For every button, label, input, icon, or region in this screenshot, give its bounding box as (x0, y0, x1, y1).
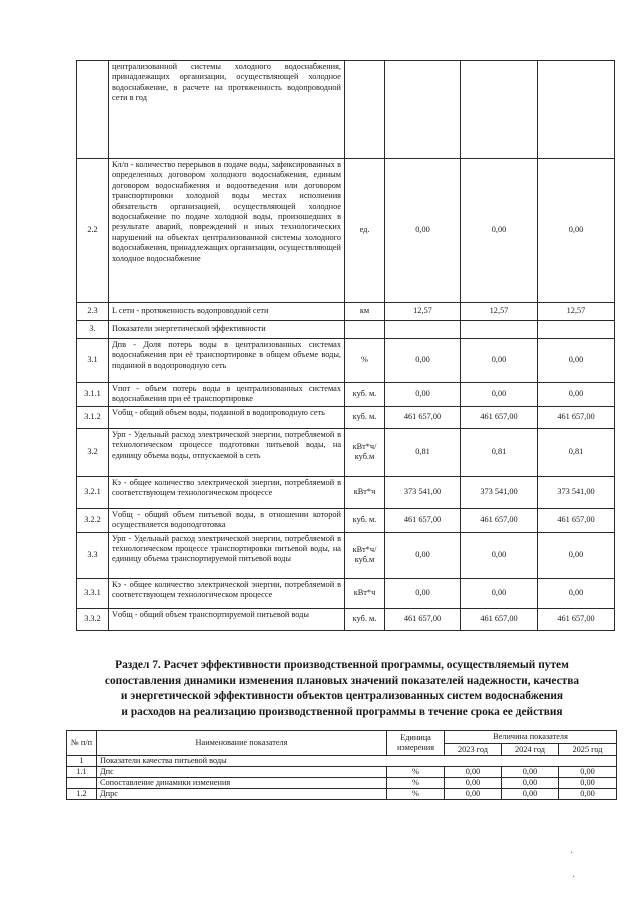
col-header-values: Величина показателя (445, 731, 617, 744)
value-2024: 0,00 (502, 767, 559, 778)
row-unit: кВт*ч (345, 476, 385, 508)
row-unit: км (345, 303, 385, 321)
row-unit: куб. м. (345, 406, 385, 428)
row-unit: кВт*ч/куб.м (345, 428, 385, 476)
row-unit: куб. м. (345, 383, 385, 407)
row-number: 3.1.1 (77, 383, 109, 407)
table-row (77, 428, 615, 476)
table-row (77, 61, 615, 159)
table-row (77, 508, 615, 532)
table-row (67, 756, 617, 767)
scan-mark: · (572, 872, 576, 883)
table-row (77, 476, 615, 508)
row-number: 3.3.2 (77, 608, 109, 630)
value-2024 (461, 321, 538, 339)
col-header-name: Наименование показателя (97, 731, 387, 756)
table-row (77, 339, 615, 383)
row-description: Урп - Удельный расход электрической энергии, потребляемой в технологическом процессе транспортировки питьевой воды, на единицу объема транспортируемой питьевой воды (109, 532, 345, 578)
value-2023: 12,57 (385, 303, 461, 321)
table-row (67, 767, 617, 778)
value-2023: 0,00 (445, 789, 502, 800)
table-row (77, 578, 615, 608)
row-unit: % (387, 789, 445, 800)
table-row (77, 383, 615, 407)
value-2023: 0,00 (385, 578, 461, 608)
value-2025: 0,00 (559, 778, 617, 789)
row-description: Vобщ - общий объем воды, поданной в водопроводную сеть (109, 406, 345, 428)
table-row (77, 406, 615, 428)
row-description: Vобщ - общий объем транспортируемой питьевой воды (109, 608, 345, 630)
row-number: 1 (67, 756, 97, 767)
value-2025: 12,57 (538, 303, 615, 321)
value-2025: 0,00 (538, 339, 615, 383)
value-2025: 0,00 (538, 383, 615, 407)
row-description: Урп - Удельный расход электрической энергии, потребляемой в технологическом процессе подготовки питьевой воды, на единицу объема воды, отпускаемой в сеть (109, 428, 345, 476)
row-description: Кэ - общее количество электрической энергии, потребляемой в соответствующем технологическом процессе (109, 578, 345, 608)
value-2025 (538, 61, 615, 159)
row-description: Vобщ - общий объем питьевой воды, в отношении которой осуществляется водоподготовка (109, 508, 345, 532)
indicators-table (76, 60, 615, 631)
col-header-num: № п/п (67, 731, 97, 756)
value-2024: 0,00 (461, 532, 538, 578)
row-number: 3.2.1 (77, 476, 109, 508)
value-2025: 461 657,00 (538, 406, 615, 428)
value-2025: 0,00 (538, 578, 615, 608)
table-row (77, 608, 615, 630)
row-name: Показатели качества питьевой воды (97, 756, 617, 767)
value-2023: 461 657,00 (385, 508, 461, 532)
value-2024: 461 657,00 (461, 406, 538, 428)
row-number: 2.3 (77, 303, 109, 321)
value-2025: 0,81 (538, 428, 615, 476)
value-2024: 0,00 (502, 778, 559, 789)
value-2024: 0,00 (502, 789, 559, 800)
row-number: 3.3 (77, 532, 109, 578)
row-number (77, 61, 109, 159)
section-7-title-line: и расходов на реализацию производственной программы в течение срока ее действия (121, 705, 563, 718)
table-row (77, 532, 615, 578)
section-7-title-line: Раздел 7. Расчет эффективности производственной программы, осуществляемый путем (115, 659, 569, 671)
row-name: Сопоставление динамики изменения (97, 778, 387, 789)
value-2025: 0,00 (559, 789, 617, 800)
value-2025: 0,00 (538, 159, 615, 303)
value-2023: 0,00 (385, 159, 461, 303)
value-2023: 0,00 (385, 532, 461, 578)
row-unit: ед. (345, 159, 385, 303)
value-2024: 0,00 (461, 383, 538, 407)
row-description: Дпв - Доля потерь воды в централизованных системах водоснабжения при её транспортировке в общем объеме воды, поданной в водопроводную сеть (109, 339, 345, 383)
row-description: L сети - протяженность водопроводной сети (109, 303, 345, 321)
value-2023: 461 657,00 (385, 608, 461, 630)
row-number: 3.2 (77, 428, 109, 476)
table-row (67, 789, 617, 800)
row-number: 3.3.1 (77, 578, 109, 608)
row-description: централизованной системы холодного водоснабжения, принадлежащих организации, осуществляющей холодное водоснабжение, в расчете на протяженность водопроводной сети в год (109, 61, 345, 159)
row-name: Дпс (97, 767, 387, 778)
value-2024: 12,57 (461, 303, 538, 321)
row-unit (345, 321, 385, 339)
value-2023 (385, 321, 461, 339)
row-number: 3.2.2 (77, 508, 109, 532)
value-2023: 0,00 (445, 778, 502, 789)
section-7-title-line: сопоставления динамики изменения плановых значений показателей надежности, качества (104, 674, 580, 687)
value-2023 (385, 61, 461, 159)
value-2024: 0,00 (461, 578, 538, 608)
row-number (67, 778, 97, 789)
section-7-title-line: и энергетической эффективности объектов централизованных систем водоснабжения (120, 690, 564, 703)
value-2025: 373 541,00 (538, 476, 615, 508)
row-number: 1.2 (67, 789, 97, 800)
row-unit: % (387, 767, 445, 778)
row-description: Кэ - общее количество электрической энергии, потребляемой в соответствующем технологическом процессе (109, 476, 345, 508)
value-2023: 0,81 (385, 428, 461, 476)
value-2024: 0,00 (461, 159, 538, 303)
row-unit: кВт*ч/куб.м (345, 532, 385, 578)
value-2023: 0,00 (385, 383, 461, 407)
row-description: Кл/п - количество перерывов в подаче воды, зафиксированных в определенных договором холодного водоснабжения, единым договором водоснабжения и водоотведения или договором транспортировки холодной воды местах исполнения обязательств организацией, осуществляющей холодное водоснабжение по подаче холодной воды, произошедших в результате аварий, повреждений и иных технологических нарушений на объектах централизованной системы холодного водоснабжения, принадлежащих организации, осуществляющей холодное водоснабжение (109, 159, 345, 303)
row-description: Показатели энергетической эффективности (109, 321, 345, 339)
row-number: 1.1 (67, 767, 97, 778)
col-header-2025: 2025 год (559, 744, 617, 756)
value-2024: 461 657,00 (461, 508, 538, 532)
value-2024: 0,00 (461, 339, 538, 383)
value-2025: 461 657,00 (538, 508, 615, 532)
row-number: 3.1 (77, 339, 109, 383)
value-2024: 461 657,00 (461, 608, 538, 630)
table-row (77, 321, 615, 339)
row-number: 3. (77, 321, 109, 339)
value-2023: 0,00 (385, 339, 461, 383)
row-number: 3.1.2 (77, 406, 109, 428)
row-description: Vпот - объем потерь воды в централизованных системах водоснабжения при её транспортировке (109, 383, 345, 407)
row-unit (345, 61, 385, 159)
value-2023: 461 657,00 (385, 406, 461, 428)
row-name: Дпрс (97, 789, 387, 800)
value-2023: 373 541,00 (385, 476, 461, 508)
value-2025: 0,00 (538, 532, 615, 578)
value-2023: 0,00 (445, 767, 502, 778)
value-2025: 0,00 (559, 767, 617, 778)
row-unit: % (345, 339, 385, 383)
row-number: 2.2 (77, 159, 109, 303)
scan-mark: · (570, 848, 574, 859)
value-2025 (538, 321, 615, 339)
value-2024 (461, 61, 538, 159)
table-row (67, 778, 617, 789)
table-row (77, 159, 615, 303)
value-2024: 373 541,00 (461, 476, 538, 508)
col-header-2024: 2024 год (502, 744, 559, 756)
efficiency-table (66, 730, 617, 800)
row-unit: % (387, 778, 445, 789)
table-row (77, 303, 615, 321)
row-unit: куб. м. (345, 608, 385, 630)
value-2025: 461 657,00 (538, 608, 615, 630)
value-2024: 0,81 (461, 428, 538, 476)
col-header-2023: 2023 год (445, 744, 502, 756)
section-7-title (72, 658, 612, 720)
col-header-unit: Единица измерения (387, 731, 445, 756)
row-unit: куб. м. (345, 508, 385, 532)
row-unit: кВт*ч (345, 578, 385, 608)
